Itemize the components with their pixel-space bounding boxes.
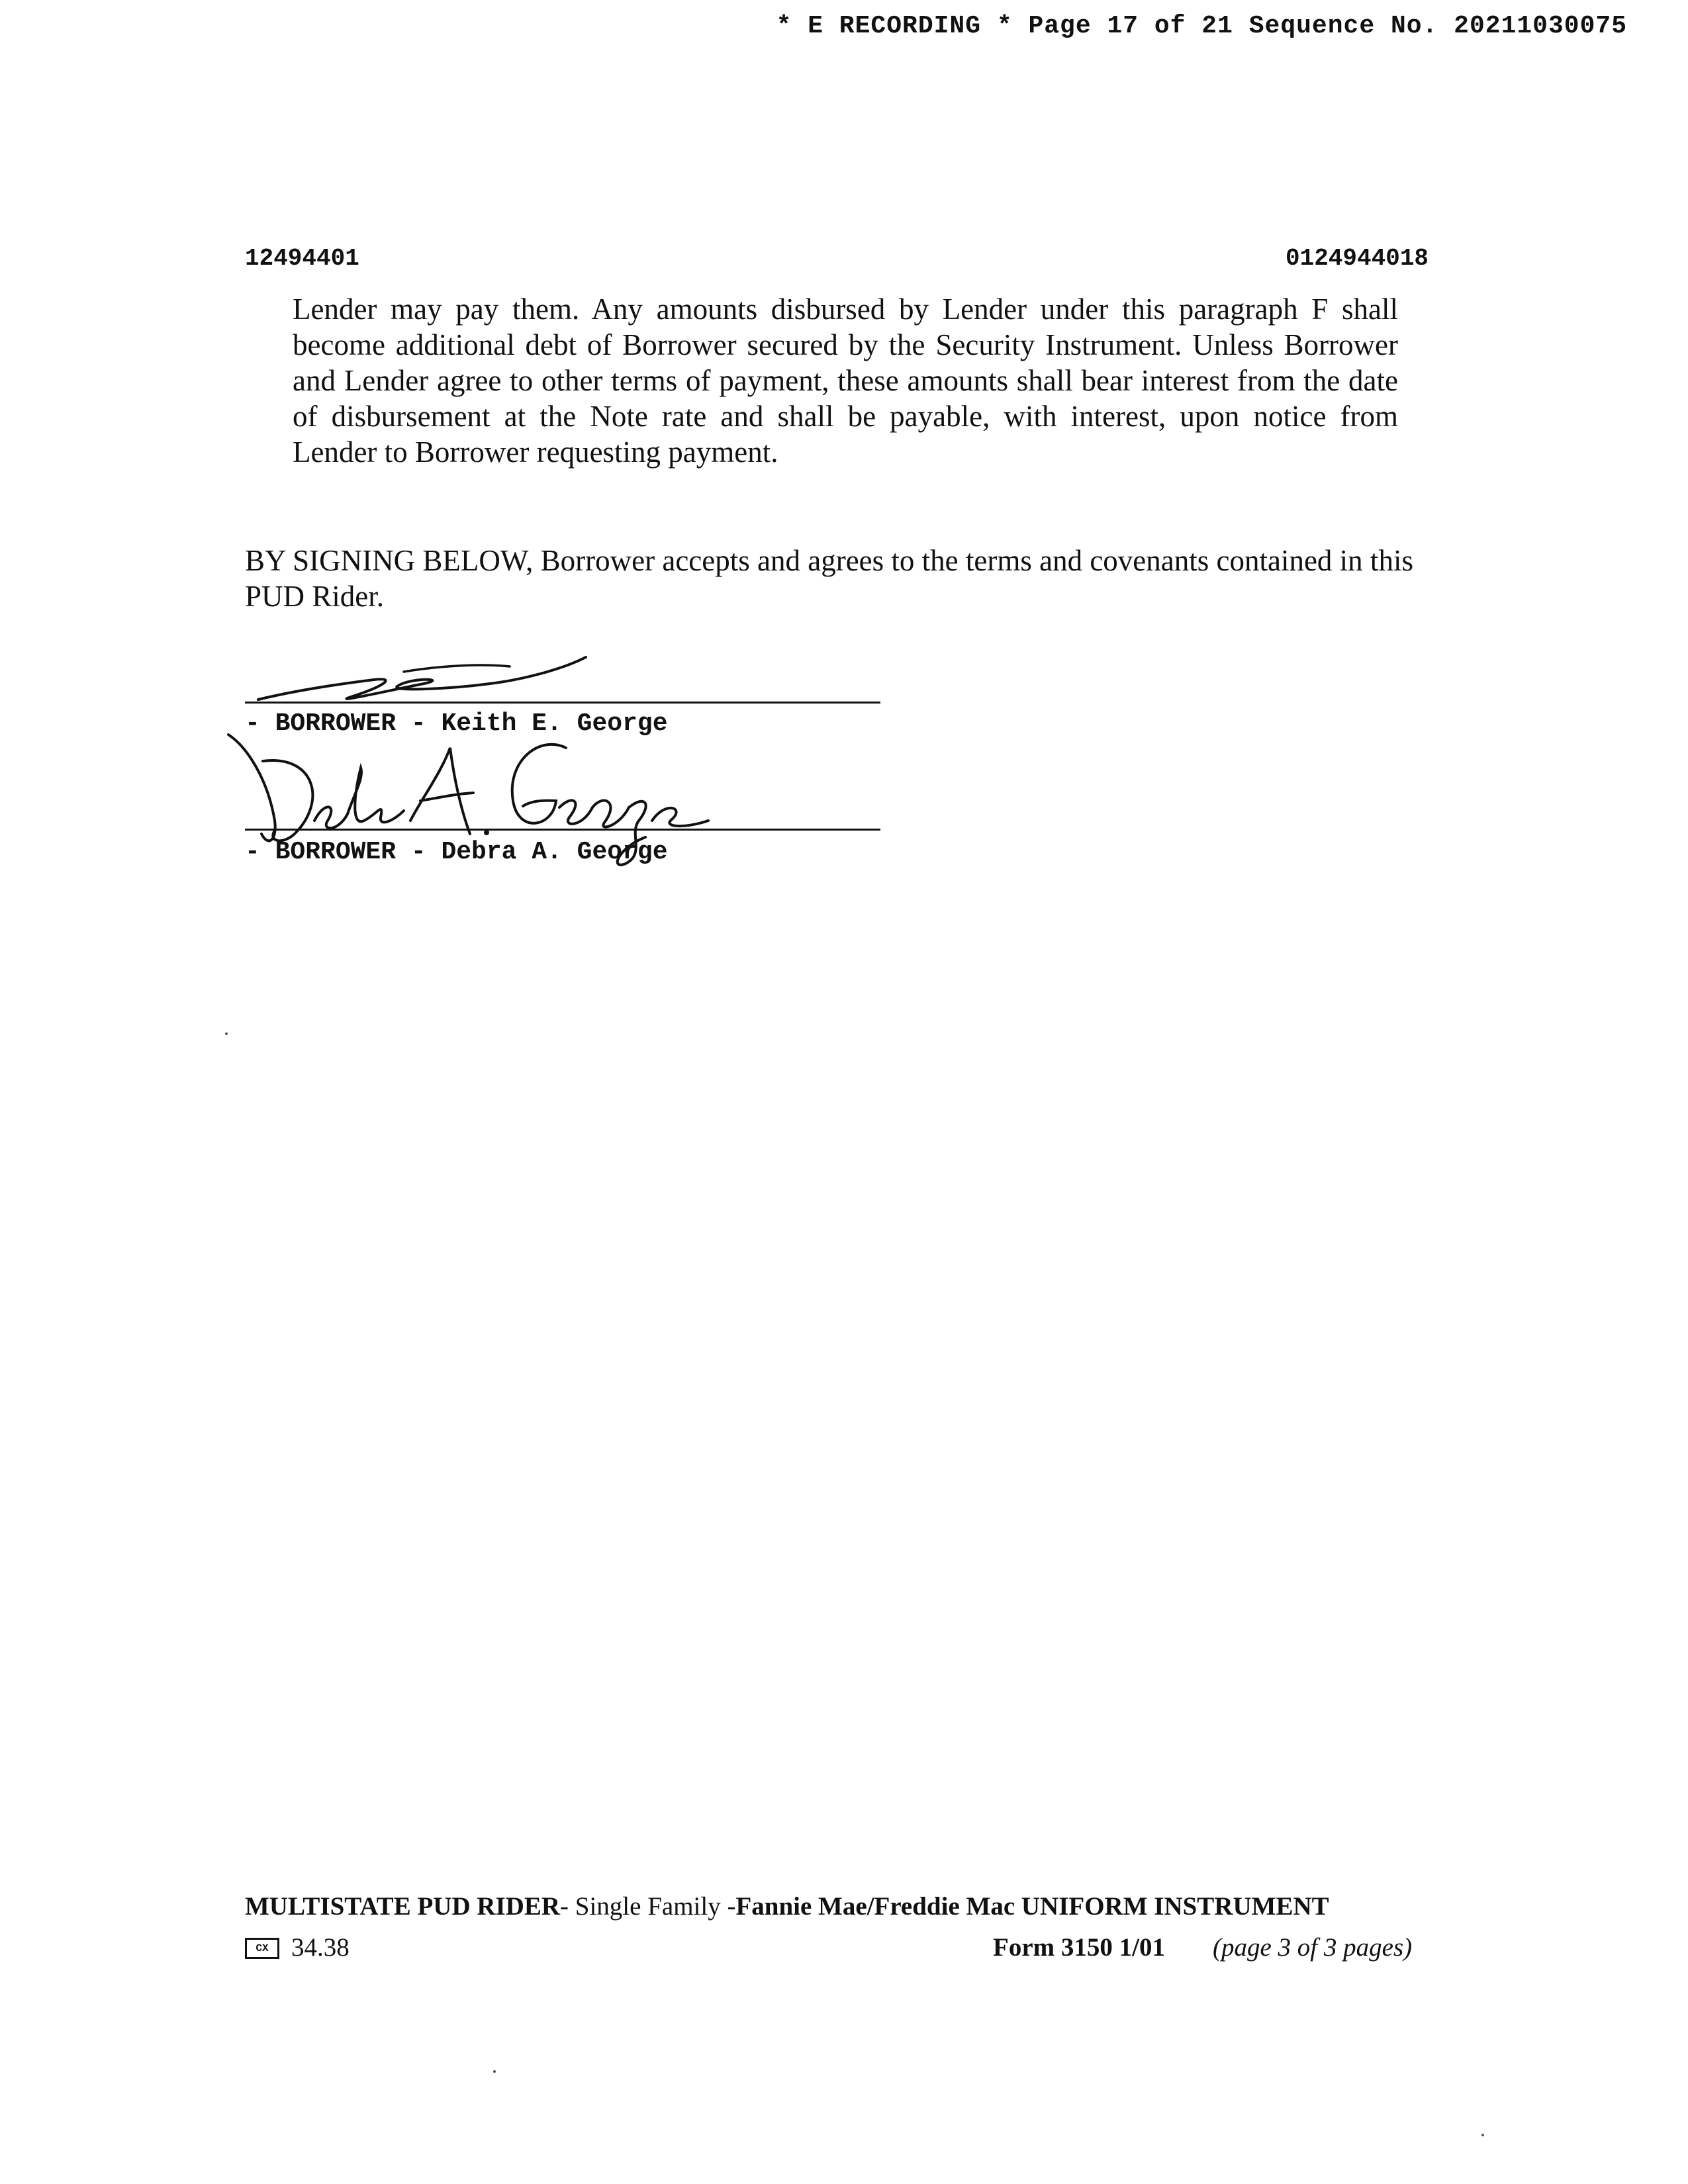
scan-speck (1481, 2134, 1484, 2136)
loan-number-left: 12494401 (245, 245, 359, 272)
page-indicator: (page 3 of 3 pages) (1213, 1933, 1413, 1962)
paragraph-f-continuation: Lender may pay them. Any amounts disbursed by Lender under this paragraph F shall become additional debt of Borrower secured by the Security Instrument. Unless Borrower and Lender agree to other terms of payment, these amounts shall bear interest from the date of disbursement at the Note rate and shall be payable, with interest, upon notice from Lender to Borrower requesting payment. (293, 293, 1398, 469)
cx-logo-icon: CX (245, 1938, 279, 1959)
form-code: 34.38 (291, 1933, 350, 1962)
form-number: Form 3150 1/01 (993, 1933, 1165, 1962)
recording-stamp: * E RECORDING * Page 17 of 21 Sequence No. 20211030075 (776, 12, 1627, 40)
footer-title-part-2: - Single Family - (560, 1892, 736, 1921)
signing-statement: BY SIGNING BELOW, Borrower accepts and agrees to the terms and covenants contained in this PUD Rider. (245, 544, 1413, 613)
footer-title-part-3: Fannie Mae/Freddie Mac UNIFORM INSTRUMENT (735, 1892, 1329, 1921)
signature-line-2 (245, 829, 880, 831)
scan-speck (225, 1032, 228, 1035)
signature-line-1 (245, 702, 880, 704)
borrower-caption-debra: - BORROWER - Debra A. George (245, 838, 668, 866)
loan-number-right: 0124944018 (1286, 245, 1429, 272)
footer-title-part-1: MULTISTATE PUD RIDER (245, 1892, 561, 1921)
footer-form-info (245, 1933, 1450, 1966)
borrower-caption-keith: - BORROWER - Keith E. George (245, 709, 668, 738)
scan-speck (493, 2070, 496, 2073)
footer-form-title (245, 1891, 1329, 1921)
